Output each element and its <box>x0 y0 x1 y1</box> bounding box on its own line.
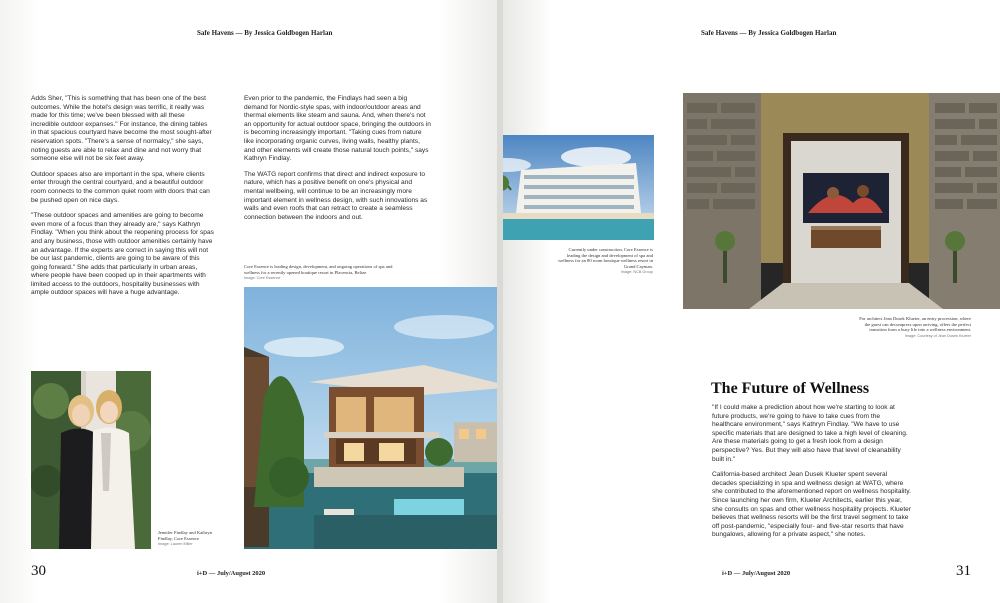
belize-resort-photo <box>244 287 497 549</box>
paragraph: Adds Sher, "This is something that has been one of the best outcomes. While the hotel's design was terrific, it really was made for this time; we've been blessed with all these incredible outdoor expanses." For instance, the dining tables in that spacious courtyard have become the most sought-after reservation spots. "There's a sense of normalcy," she says, noting guests are able to relax and dine and not worry that someone else will not be six feet away. <box>31 95 212 163</box>
photo-credit: Image: NCB Group <box>620 270 653 275</box>
photo-credit: Image: Lauren Miller <box>158 542 193 547</box>
paragraph: "If I could make a prediction about how we're starting to look at future products, we're going to have to take cues from the healthcare environment," says Kathryn Findlay. "We have to use specific materials that are designed to take a high level of cleaning. Are these materials going to get a fresh look from a design perspective? Yes. But they will also have that level of cleanability built in." <box>712 404 908 463</box>
portrait-photo <box>31 371 151 549</box>
magazine-footer: i+D — July/August 2020 <box>722 570 791 577</box>
caption-text: Currently under construction, Core Essence is leading the design and development of spa and wellness for an 80 room boutique wellness resort in Grand Cayman. <box>558 247 653 269</box>
belize-photo-caption <box>244 264 404 282</box>
section-title: The Future of Wellness <box>711 380 870 397</box>
cayman-photo-caption <box>558 247 653 276</box>
running-head: Safe Havens — By Jessica Goldbogen Harlan <box>701 29 837 37</box>
caption-text: For architect Jean Dusek Klueter, an entry procession, where the guest can decompress upon arriving, offers the perfect transition from a busy life into a wellness environment. <box>859 316 971 333</box>
article-column-1 <box>31 95 214 305</box>
caption-text: Core Essence is leading design, development, and ongoing operations of spa and wellness for a recently opened boutique resort in Placencia, Belize. <box>244 264 393 275</box>
paragraph: "These outdoor spaces and amenities are going to become even more of a focus than they already are," says Kathryn Findlay. "When you think about the reopening process for spas and any business, those with outdoor amenities certainly have an advantage. If the experts are correct in saying this will not be our last pandemic, clients are going to be aware of this going forward." She adds that particularly in urban areas, where people have been cooped up in their apartments with limited access to the outdoors, hospitality businesses with ample outdoor spaces will have a huge advantage. <box>31 212 214 297</box>
caption-text: Jennifer Findlay and Kathryn Findlay, Core Essence <box>158 530 212 541</box>
lobby-photo-caption <box>853 316 971 339</box>
page-number: 31 <box>956 563 971 579</box>
running-head: Safe Havens — By Jessica Goldbogen Harlan <box>197 29 333 37</box>
photo-credit: Image: Courtesy of Jean Dusek Klueter <box>904 333 971 338</box>
magazine-footer: i+D — July/August 2020 <box>197 570 266 577</box>
article-column-2 <box>244 95 432 229</box>
left-page <box>0 0 497 603</box>
page-number: 30 <box>31 563 46 579</box>
lobby-photo <box>683 93 1000 309</box>
paragraph: Outdoor spaces also are important in the spa, where clients enter through the central courtyard, and a beautiful outdoor room connects to the common quiet room with doors that can be pushed open on nice days. <box>31 170 210 204</box>
article-column-3 <box>712 404 912 547</box>
photo-credit: Image: Core Essence <box>244 276 281 281</box>
paragraph: California-based architect Jean Dusek Klueter spent several decades specializing in spa and wellness design at WATG, where she contributed to the aforementioned report on wellness hospitality. Since launching her own firm, Klueter Architects, earlier this year, she consults on spas and other wellness hospitality projects. Klueter believes that wellness resorts will be the first travel segment to take off post-pandemic, "especially four- and five-star resorts that have bungalows, allowing for a private aspect," she notes. <box>712 471 912 539</box>
paragraph: Even prior to the pandemic, the Findlays had seen a big demand for Nordic-style spas, with indoor/outdoor areas and thermal elements like steam and sauna. And, when there's not an opportunity for actual outdoor space, bringing the outdoors in is becoming increasingly important. "Taking cues from nature like incorporating organic curves, living walls, healthy plants, and other elements will create those natural touch points," says Kathryn Findlay. <box>244 95 431 163</box>
cayman-resort-photo <box>503 135 654 240</box>
paragraph: The WATG report confirms that direct and indirect exposure to nature, which has a positive benefit on one's physical and mental wellbeing, will continue to be an increasingly more important element in wellness design, with such innovations as walls and even roofs that can retract to create a seamless connection between the indoors and out. <box>244 170 428 221</box>
portrait-caption <box>158 530 218 548</box>
right-page <box>503 0 1000 603</box>
